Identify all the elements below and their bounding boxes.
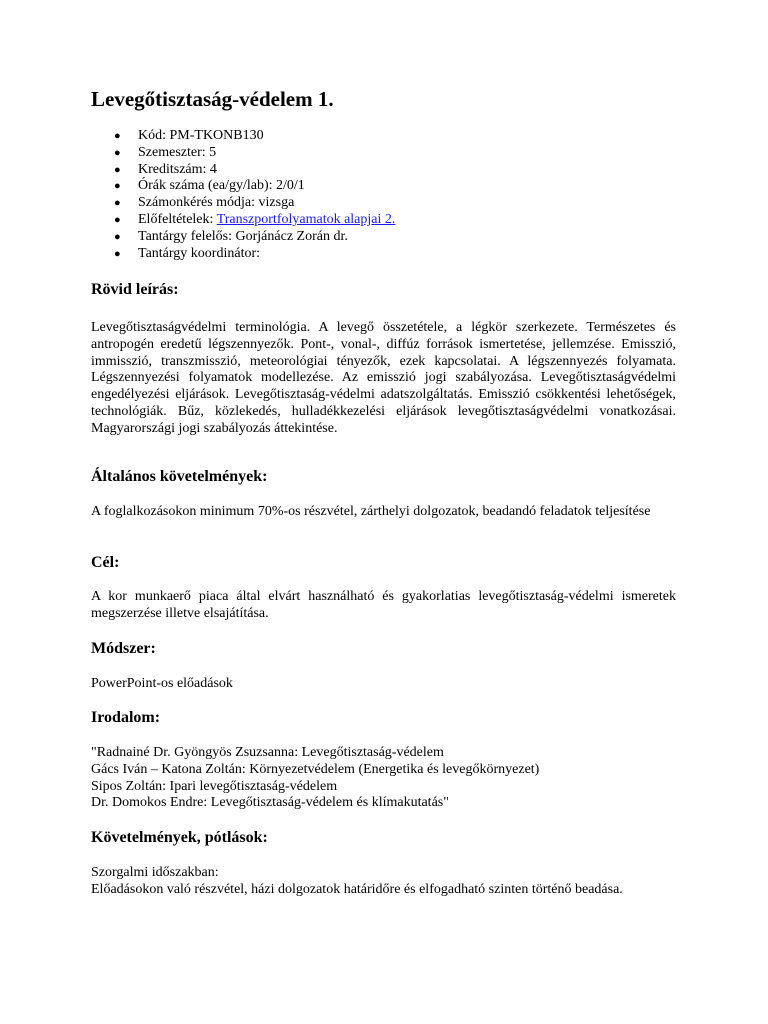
- literature-item: Dr. Domokos Endre: Levegőtisztaság-védelem és klímakutatás": [91, 795, 449, 811]
- requirements-line: Előadásokon való részvétel, házi dolgozatok határidőre és elfogadható szinten történő beadása.: [91, 881, 623, 897]
- section-heading: Követelmények, pótlások:: [91, 829, 268, 846]
- requirements-line: Szorgalmi időszakban:: [91, 865, 219, 880]
- bullet-icon: ●: [114, 130, 121, 142]
- literature-item: Gács Iván – Katona Zoltán: Környezetvédelem (Energetika és levegőkörnyezet): [91, 761, 540, 777]
- section-heading: Cél:: [91, 554, 120, 571]
- section-text: PowerPoint-os előadások: [91, 676, 233, 691]
- literature-item: "Radnainé Dr. Gyöngyös Zsuzsanna: Levegőtisztaság-védelem: [91, 745, 444, 760]
- bullet-icon: ●: [114, 230, 121, 243]
- section-text: Levegőtisztaságvédelmi terminológia. A levegő összetétele, a légkör szerkezete. Természetes és antropogén eredetű légszennyezők. Pont-, vonal-, diffúz források ismertetése, jellemzése. Emisszió, immisszió, transzmisszió, meteorológiai tényezők, ezek kapcsolatai. A légszennyezés folyamata. Légszennyezési folyamatok modellezése. Az emisszió jogi szabályozása. Levegőtisztaságvédelmi engedélyezési eljárások. Levegőtisztaság-védelmi adatszolgáltatás. Emisszió csökkentési lehetőségek, technológiák. Bűz, közlekedés, hulladékkezelési eljárások levegőtisztaságvédelmi vonatkozásai. Magyarországi jogi szabályozás áttekintése.: [91, 320, 676, 436]
- section-method: [91, 639, 676, 693]
- literature-item: Sipos Zoltán: Ipari levegőtisztaság-védelem: [91, 778, 338, 794]
- fact-responsible: ● Tantárgy felelős: Gorjánácz Zorán dr.: [114, 228, 348, 244]
- bullet-icon: ●: [114, 163, 121, 176]
- bullet-icon: ●: [114, 197, 121, 210]
- fact-code: ● Kód: PM-TKONB130: [114, 128, 264, 143]
- section-heading: Irodalom:: [91, 709, 161, 726]
- section-text: A foglalkozásokon minimum 70%-os részvétel, zárthelyi dolgozatok, beadandó feladatok teljesítése: [91, 504, 651, 519]
- section-heading: Rövid leírás:: [91, 281, 179, 298]
- fact-coordinator: ● Tantárgy koordinátor:: [114, 245, 261, 261]
- section-short-description: [91, 280, 676, 438]
- section-requirements: [91, 828, 676, 899]
- section-literature: [91, 708, 676, 812]
- course-facts-list: [91, 128, 676, 262]
- page-title: Levegőtisztaság-védelem 1.: [91, 87, 334, 111]
- fact-exam-type: ● Számonkérés módja: vizsga: [114, 195, 295, 211]
- document-page: [91, 86, 676, 897]
- section-heading: Általános követelmények:: [91, 468, 268, 485]
- section-goal: [91, 553, 676, 623]
- fact-semester: ● Szemeszter: 5: [114, 144, 217, 160]
- section-heading: Módszer:: [91, 640, 156, 657]
- section-text: A kor munkaerő piaca által elvárt használható és gyakorlatias levegőtisztaság-védelmi ismeretek megszerzése illetve elsajátítása.: [91, 589, 676, 621]
- bullet-icon: ●: [114, 247, 121, 260]
- bullet-icon: ●: [114, 146, 121, 159]
- bullet-icon: ●: [114, 180, 121, 193]
- fact-hours: ● Órák száma (ea/gy/lab): 2/0/1: [114, 178, 305, 194]
- prerequisite-link[interactable]: Transzportfolyamatok alapjai 2.: [216, 211, 396, 227]
- fact-prerequisites: ● Előfeltételek: Transzportfolyamatok alapjai 2.: [114, 211, 396, 227]
- fact-credits: ● Kreditszám: 4: [114, 161, 217, 177]
- section-general-requirements: [91, 467, 676, 521]
- bullet-icon: ●: [114, 213, 121, 226]
